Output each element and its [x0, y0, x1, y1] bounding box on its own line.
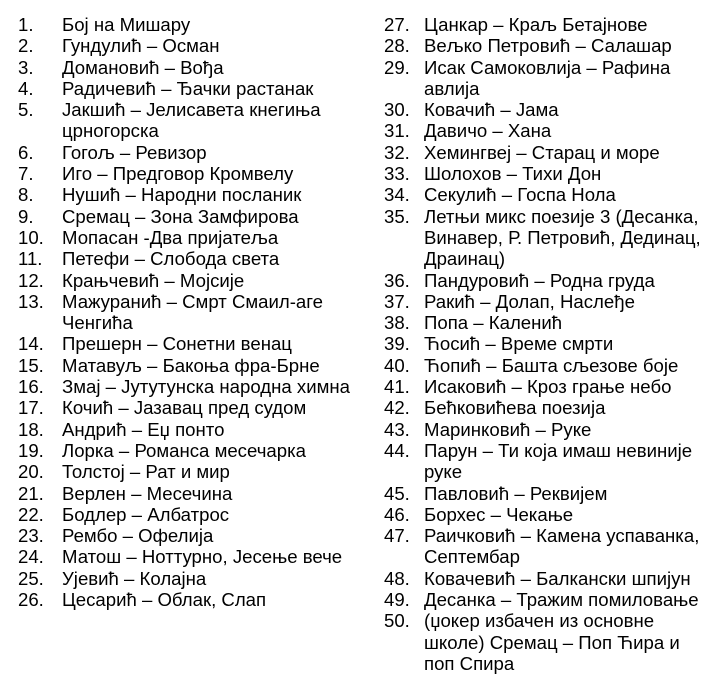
- item-number: 17.: [18, 397, 44, 419]
- item-number: 27.: [384, 14, 410, 35]
- item-number: 23.: [18, 525, 44, 547]
- item-title: Прешерн – Сонетни венац: [62, 333, 292, 355]
- item-title: Матош – Ноттурно, Јесење вече: [62, 546, 343, 568]
- item-title: Змај – Јутутунска народна химна: [62, 376, 350, 398]
- list-item: [384, 419, 714, 440]
- list-item: [18, 461, 363, 482]
- list-item: [384, 206, 714, 270]
- list-item: [18, 78, 363, 99]
- item-number: 33.: [384, 163, 410, 185]
- list-item: [18, 57, 363, 78]
- item-number: 16.: [18, 376, 44, 398]
- list-item: [18, 14, 363, 35]
- item-title: Андрић – Еџ понто: [62, 418, 225, 440]
- item-title: Хемингвеј – Старац и море: [424, 141, 660, 163]
- item-number: 30.: [384, 99, 410, 121]
- item-title: Толстој – Рат и мир: [62, 461, 230, 483]
- item-title: Петефи – Слобода света: [62, 248, 280, 270]
- list-item: [18, 270, 363, 291]
- item-number: 10.: [18, 226, 44, 248]
- item-title: Ујевић – Колајна: [62, 567, 207, 589]
- item-number: 34.: [384, 184, 410, 206]
- item-title: Ракић – Долап, Наслеђе: [424, 290, 635, 312]
- item-title: Ћопић – Башта сљезове боје: [424, 354, 679, 376]
- list-item: [384, 376, 714, 397]
- item-number: 29.: [384, 56, 410, 78]
- item-title: Пандуровић – Родна груда: [424, 269, 655, 291]
- list-item: [18, 227, 363, 248]
- list-item: [384, 568, 714, 589]
- item-number: 6.: [18, 141, 34, 163]
- item-title: Шолохов – Тихи Дон: [424, 163, 602, 185]
- item-title: Вељко Петровић – Салашар: [424, 35, 672, 57]
- list-item: [18, 419, 363, 440]
- list-item: [18, 35, 363, 56]
- list-item: [18, 184, 363, 205]
- right-column-list: [384, 14, 714, 674]
- list-item: [384, 483, 714, 504]
- item-title: Десанка – Тражим помиловање: [424, 589, 699, 611]
- item-title: Мопасан -Два пријатеља: [62, 226, 279, 248]
- list-item: [18, 525, 363, 546]
- item-title: Бећковићева поезија: [424, 397, 606, 419]
- item-title: Јакшић – Јелисавета кнегиња црногорска: [62, 99, 321, 142]
- item-title: Лорка – Романса месечарка: [62, 439, 306, 461]
- item-number: 13.: [18, 290, 44, 312]
- item-title: Цанкар – Краљ Бетајнове: [424, 14, 648, 35]
- list-item: [384, 120, 714, 141]
- item-number: 15.: [18, 354, 44, 376]
- item-number: 47.: [384, 525, 410, 547]
- list-item: [18, 163, 363, 184]
- list-item: [18, 504, 363, 525]
- item-number: 38.: [384, 312, 410, 334]
- item-title: Матавуљ – Бакоња фра-Брне: [62, 354, 320, 376]
- item-number: 3.: [18, 56, 34, 78]
- item-title: Кочић – Јазавац пред судом: [62, 397, 307, 419]
- list-item: [18, 376, 363, 397]
- item-number: 19.: [18, 439, 44, 461]
- list-item: [384, 57, 714, 100]
- item-number: 37.: [384, 290, 410, 312]
- item-number: 1.: [18, 14, 34, 35]
- item-number: 50.: [384, 610, 410, 632]
- item-title: Секулић – Госпа Нола: [424, 184, 616, 206]
- item-title: Рембо – Офелија: [62, 525, 214, 547]
- list-item: [384, 184, 714, 205]
- item-title: Бодлер – Албатрос: [62, 503, 230, 525]
- list-item: [18, 546, 363, 567]
- list-item: [18, 355, 363, 376]
- item-number: 49.: [384, 589, 410, 611]
- item-title: Сремац – Зона Замфирова: [62, 205, 299, 227]
- item-title: Домановић – Вођа: [62, 56, 224, 78]
- list-item: [384, 14, 714, 35]
- list-item: [384, 397, 714, 418]
- item-number: 43.: [384, 418, 410, 440]
- item-title: Павловић – Реквијем: [424, 482, 608, 504]
- item-title: Бој на Мишару: [62, 14, 191, 35]
- item-title: Маринковић – Руке: [424, 418, 592, 440]
- item-number: 24.: [18, 546, 44, 568]
- item-title: Исаковић – Кроз грање небо: [424, 376, 672, 398]
- list-item: [18, 291, 363, 334]
- item-title: Давичо – Хана: [424, 120, 552, 142]
- item-number: 22.: [18, 503, 44, 525]
- list-item: [384, 610, 714, 674]
- item-number: 11.: [18, 248, 43, 270]
- left-column-list: [18, 14, 363, 610]
- item-number: 12.: [18, 269, 44, 291]
- item-title: (џокер избачен из основне школе) Сремац – Поп Ћира и поп Спира: [424, 610, 680, 674]
- item-number: 7.: [18, 163, 34, 185]
- list-item: [18, 397, 363, 418]
- list-item: [18, 248, 363, 269]
- item-title: Ковачић – Јама: [424, 99, 559, 121]
- item-number: 8.: [18, 184, 34, 206]
- item-number: 35.: [384, 205, 410, 227]
- item-number: 25.: [18, 567, 44, 589]
- item-title: Иго – Предговор Кромвелу: [62, 163, 294, 185]
- item-title: Крањчевић – Мојсије: [62, 269, 245, 291]
- item-title: Гундулић – Осман: [62, 35, 220, 57]
- item-number: 44.: [384, 439, 410, 461]
- list-item: [18, 333, 363, 354]
- item-title: Исак Самоковлија – Рафина авлија: [424, 56, 671, 99]
- item-number: 5.: [18, 99, 34, 121]
- item-number: 46.: [384, 503, 410, 525]
- item-number: 45.: [384, 482, 410, 504]
- list-item: [18, 568, 363, 589]
- item-title: Парун – Ти која имаш невиније руке: [424, 439, 693, 483]
- list-item: [384, 35, 714, 56]
- item-number: 41.: [384, 376, 410, 398]
- list-item: [384, 589, 714, 610]
- item-number: 20.: [18, 461, 44, 483]
- item-number: 42.: [384, 397, 410, 419]
- item-title: Ћосић – Време смрти: [424, 333, 614, 355]
- item-number: 36.: [384, 269, 410, 291]
- list-item: [18, 142, 363, 163]
- item-title: Нушић – Народни посланик: [62, 184, 302, 206]
- item-number: 40.: [384, 354, 410, 376]
- item-title: Верлен – Месечина: [62, 482, 233, 504]
- item-title: Ковачевић – Балкански шпијун: [424, 567, 691, 589]
- item-number: 21.: [18, 482, 44, 504]
- list-item: [384, 525, 714, 568]
- item-number: 9.: [18, 205, 34, 227]
- item-number: 18.: [18, 418, 44, 440]
- list-item: [384, 355, 714, 376]
- item-title: Радичевић – Ђачки растанак: [62, 77, 314, 99]
- item-title: Летњи микс поезије 3 (Десанка, Винавер, Р. Петровић, Дединац, Драинац): [424, 205, 701, 270]
- item-title: Мажуранић – Смрт Смаил-аге Ченгића: [62, 290, 323, 334]
- list-item: [18, 440, 363, 461]
- item-number: 48.: [384, 567, 410, 589]
- list-item: [18, 99, 363, 142]
- item-number: 14.: [18, 333, 44, 355]
- item-title: Борхес – Чекање: [424, 503, 574, 525]
- item-title: Цесарић – Облак, Слап: [62, 589, 267, 611]
- item-title: Гогољ – Ревизор: [62, 141, 207, 163]
- list-item: [384, 440, 714, 483]
- list-item: [384, 142, 714, 163]
- item-number: 32.: [384, 141, 410, 163]
- list-item: [384, 270, 714, 291]
- list-item: [384, 163, 714, 184]
- list-item: [18, 206, 363, 227]
- list-item: [384, 333, 714, 354]
- list-item: [384, 312, 714, 333]
- item-number: 4.: [18, 77, 34, 99]
- list-item: [384, 99, 714, 120]
- item-number: 28.: [384, 35, 410, 57]
- item-number: 39.: [384, 333, 410, 355]
- item-number: 31.: [384, 120, 410, 142]
- list-item: [384, 291, 714, 312]
- list-item: [18, 483, 363, 504]
- item-number: 2.: [18, 35, 34, 57]
- list-item: [384, 504, 714, 525]
- item-title: Раичковић – Камена успаванка, Септембар: [424, 525, 700, 568]
- item-title: Попа – Каленић: [424, 312, 563, 334]
- list-item: [18, 589, 363, 610]
- item-number: 26.: [18, 589, 44, 611]
